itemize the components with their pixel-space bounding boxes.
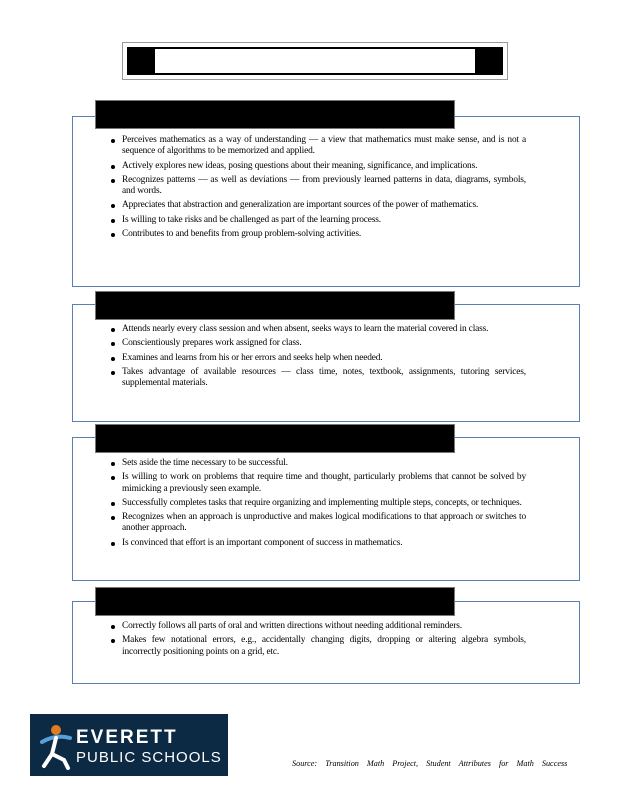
- list-item: Recognizes patterns — as well as deviations — from previously learned patterns in data, diagrams, symbols, and words.: [108, 175, 526, 198]
- list-item: Takes advantage of available resources — class time, notes, textbook, assignments, tutoring services, supplemental materials.: [108, 367, 526, 390]
- list-item: Correctly follows all parts of oral and written directions without needing additional reminders.: [108, 621, 526, 632]
- list-item: Examines and learns from his or her errors and seeks help when needed.: [108, 353, 526, 364]
- list-item: Sets aside the time necessary to be successful.: [108, 458, 526, 469]
- section-4-heading: [95, 587, 455, 616]
- section-1-heading: [95, 100, 455, 129]
- list-item: Attends nearly every class session and when absent, seeks ways to learn the material covered in class.: [108, 324, 526, 335]
- document-title-bar: [127, 47, 503, 75]
- title-right-block: [475, 49, 501, 73]
- list-item: Conscientiously prepares work assigned for class.: [108, 338, 526, 349]
- list-item: Is willing to work on problems that require time and thought, particularly problems that cannot be solved by mimicking a previously seen example.: [108, 472, 526, 495]
- title-left-block: [129, 49, 155, 73]
- running-figure-icon: [36, 720, 76, 770]
- section-3-list: [108, 458, 526, 552]
- list-item: Successfully completes tasks that require organizing and implementing multiple steps, concepts, or techniques.: [108, 498, 526, 509]
- list-item: Perceives mathematics as a way of understanding — a view that mathematics must make sense, and is not a sequence of algorithms to be memorized and applied.: [108, 135, 526, 158]
- section-1-list: [108, 135, 526, 243]
- document-title: [159, 49, 471, 73]
- list-item: Appreciates that abstraction and generalization are important sources of the power of mathematics.: [108, 200, 526, 211]
- list-item: Contributes to and benefits from group problem-solving activities.: [108, 229, 526, 240]
- list-item: Is willing to take risks and be challenged as part of the learning process.: [108, 215, 526, 226]
- section-3-heading: [95, 424, 455, 453]
- list-item: Recognizes when an approach is unproductive and makes logical modifications to that approach or switches to another approach.: [108, 512, 526, 535]
- section-4-list: [108, 621, 526, 661]
- list-item: Makes few notational errors, e.g., accidentally changing digits, dropping or altering algebra symbols, incorrectly positioning points on a grid, etc.: [108, 635, 526, 658]
- section-2-heading: [95, 291, 455, 320]
- logo-line-2: PUBLIC SCHOOLS: [76, 749, 222, 766]
- logo-line-1: EVERETT: [76, 727, 178, 748]
- list-item: Is convinced that effort is an important component of success in mathematics.: [108, 538, 526, 549]
- source-citation: Source: Transition Math Project, Student Attributes for Math Success: [292, 759, 568, 768]
- list-item: Actively explores new ideas, posing questions about their meaning, significance, and implications.: [108, 161, 526, 172]
- document-title-frame: [122, 42, 508, 80]
- section-2-list: [108, 324, 526, 392]
- everett-public-schools-logo: [30, 714, 228, 776]
